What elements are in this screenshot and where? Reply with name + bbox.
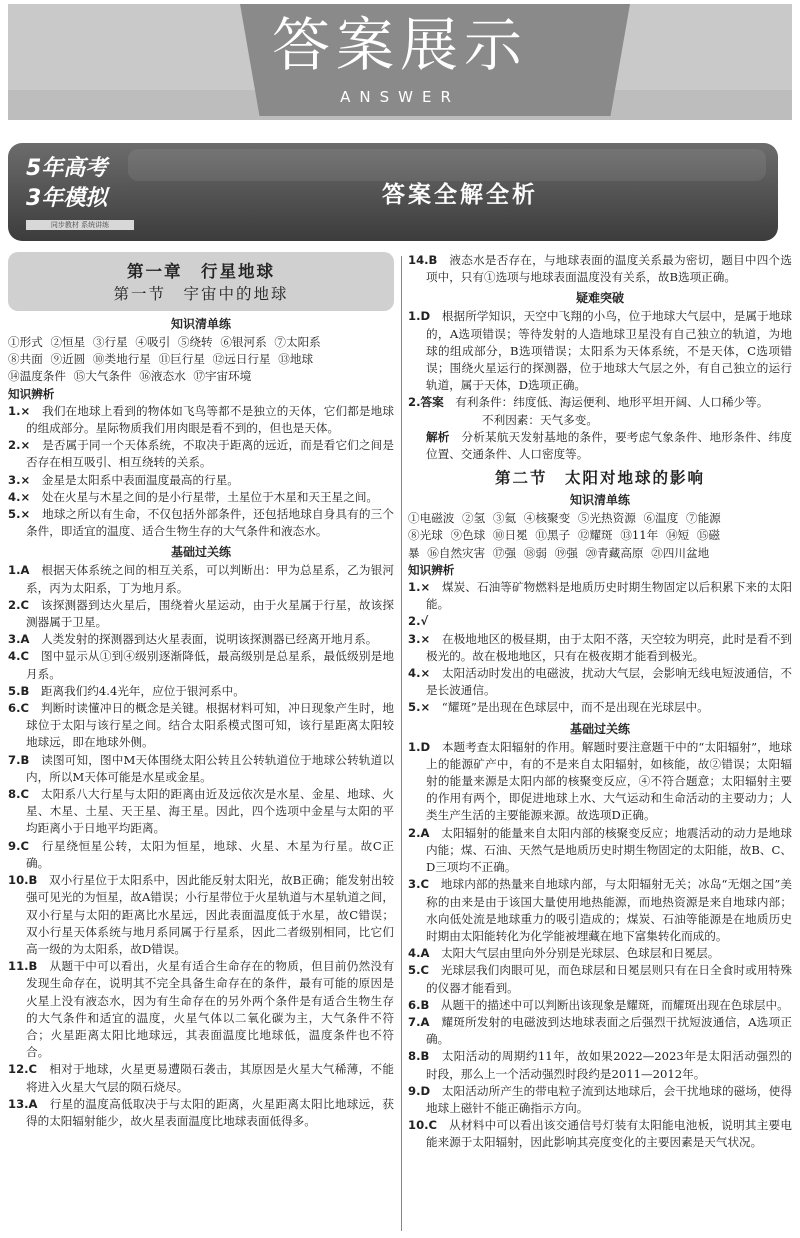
answer-text: 距离我们约4.4光年，应位于银河系中。 [40, 683, 245, 698]
answer-number: 5.C [408, 963, 429, 978]
right-column [408, 252, 792, 1152]
answer-text: 本题考查太阳辐射的作用。解题时要注意题干中的“太阳辐射”，地球上的能源矿产中，有的不是来自太阳辐射，如核能，故②错误；太阳辐射的能量来源是太阳内部的核聚变反应，④不符合题意；太阳辐射主要的作用有两个，即促进地球上水、大气运动和生命活动的主要动力；人类生产生活的主要能源来源。故选项D正确。 [426, 739, 792, 823]
answer-number: 14.B [408, 253, 438, 267]
chapter-heading-box [8, 252, 394, 311]
answer-number: 2.√ [408, 614, 429, 629]
answer-number: 10.C [408, 1118, 438, 1133]
answer-item [408, 825, 792, 877]
answer-text: 人类发射的探测器到达火星表面，说明该探测器已经离开地月系。 [41, 632, 378, 647]
answer-text: 地球内部的热量来自地球内部，与太阳辐射无关；冰岛“无烟之国”美称的由来是由于该国大量使用地热能源，而地热资源是来自地球内部；水向低处流是地球重力的吸引造成的；煤炭、石油等能源是在地质历史时期由太阳能转化为化学能被埋藏在地下富集转化而成的。 [426, 877, 792, 943]
answer-text: 太阳系八大行星与太阳的距离由近及远依次是水星、金星、地球、火星、木星、土星、天王星、海王星。因此，四个选项中金星与太阳的平均距离小于日地平均距离。 [26, 787, 394, 836]
logo-line-1: 5年高考 [26, 156, 108, 181]
answer-text: 行星绕恒星公转，太阳为恒星，地球、火星、木星为行星。故C正确。 [26, 838, 394, 870]
answer-text: 我们在地球上看到的物体如飞鸟等都不是独立的天体，它们都是地球的组成部分。星际物质我们用肉眼是看不到的，但也是天体。 [26, 403, 394, 436]
answer-text: 太阳辐射的能量来自太阳内部的核聚变反应；地震活动的动力是地球内能；煤、石油、天然气是地质历史时期生物固定的太阳能，故B、C、D三项均不正确。 [426, 825, 792, 875]
answer-number: 4.× [408, 666, 431, 681]
logo-footer: 同步教材 系统讲练 [26, 220, 134, 230]
banner-subtitle: ANSWER [340, 88, 460, 106]
knowledge-heading: 知识清单练 [569, 493, 630, 508]
answer-number: 6.C [8, 701, 29, 716]
answer-number: 2.答案 [408, 395, 444, 410]
top-banner [8, 4, 792, 120]
answer-item [8, 403, 394, 437]
answer-number: 4.× [8, 489, 31, 504]
bianxi-heading: 知识辨析 [8, 386, 55, 401]
answer-text: 图中显示从①到④级别逐渐降低，最高级别是总星系，最低级别是地月系。 [26, 649, 394, 681]
answer-text: 判断时读懂冲日的概念是关键。根据材料可知，冲日现象产生时，地球位于太阳与该行星之间。结合太阳系模式图可知，该行星距离太阳较地球远，即在地球外侧。 [26, 701, 394, 750]
answer-number: 2.× [8, 438, 31, 453]
answer-number: 13.A [8, 1096, 38, 1111]
answer-item [408, 1117, 792, 1151]
jichu-list [8, 562, 394, 1130]
answer-section-title: 答案全解全析 [382, 182, 538, 208]
answer-item [408, 699, 792, 716]
yinan-heading: 疑难突破 [575, 291, 624, 306]
answer-item [8, 958, 394, 1061]
analysis-text: 分析某航天发射基地的条件，要考虑气象条件、地形条件、纬度位置、交通条件、人口密度等。 [426, 429, 792, 462]
terms-line: ①形式 ②恒星 ③行星 ④吸引 ⑤绕转 ⑥银河系 ⑦太阳系 [8, 335, 321, 349]
answer-number: 5.B [8, 683, 30, 698]
answer-number: 2.A [408, 825, 430, 840]
answer-number: 1.× [8, 403, 31, 418]
answer-item [408, 665, 792, 699]
answer-item [408, 945, 792, 962]
answer-text: 太阳活动所产生的带电粒子流到达地球后，会干扰地球的磁场，使得地球上磁针不能正确指示方向。 [426, 1083, 792, 1115]
answer-item [408, 739, 792, 825]
answer-number: 7.A [408, 1014, 430, 1029]
answer-item [408, 997, 792, 1014]
answer-item [8, 700, 394, 752]
answer-item [8, 472, 394, 489]
answer-item [408, 1014, 792, 1048]
analysis-label: 解析 [426, 429, 450, 444]
answer-number: 1.× [408, 580, 431, 595]
answer-text: 太阳大气层由里向外分别是光球层、色球层和日冕层。 [441, 946, 720, 961]
answer-number: 12.C [8, 1062, 38, 1077]
terms-line: 暴 ⑯自然灾害 ⑰强 ⑱弱 ⑲强 ⑳青藏高原 ㉑四川盆地 [408, 545, 710, 560]
answer-text: 有利条件：纬度低、海运便利、地形平坦开阔、人口稀少等。 [455, 395, 769, 410]
answer-text: 处在火星与木星之间的是小行星带，土星位于木星和天王星之间。 [41, 489, 379, 504]
answer-number: 3.A [8, 632, 30, 647]
answer-item [8, 752, 394, 786]
answer-text: 从题干中可以看出，火星有适合生命存在的物质，但目前仍然没有发现生命存在，说明其不完全具备生命存在的条件，最有可能的原因是火星上没有液态水，因为有生命存在的另外两个条件是有适合生物生存的大气条件和适宜的温度，火星气体以二氧化碳为主，大气条件不符合；火星距离太阳比地球远，其表面温度比地球低，温度条件也不符合。 [26, 959, 394, 1060]
jichu-heading: 基础过关练 [170, 545, 231, 560]
answer-number: 3.× [8, 472, 31, 487]
answer-number: 6.B [408, 997, 430, 1012]
answer-text: 从材料中可以看出该交通信号灯装有太阳能电池板，说明其主要电能来源于太阳辐射，因此影响其亮度变化的主要因素是天气状况。 [426, 1118, 792, 1150]
answer-item [8, 562, 394, 596]
terms-line: ⑧共面 ⑨近圆 ⑩类地行星 ⑪巨行星 ⑫远日行星 ⑬地球 [8, 352, 314, 367]
answer-text: 地球之所以有生命，不仅包括外部条件，还包括地球自身具有的三个条件，即适宜的温度、适合生物生存的大气条件和液态水。 [26, 507, 394, 539]
answer-number: 3.C [408, 877, 429, 892]
answer-item [408, 631, 792, 665]
bianxi-list [8, 403, 394, 541]
answer-number: 7.B [8, 752, 30, 767]
answer-number: 8.C [8, 787, 29, 802]
answer-item [8, 683, 394, 700]
answer-text: 行星的温度高低取决于与太阳的距离，火星距离太阳比地球远，获得的太阳辐射能少，故火星表面温度比地球表面低得多。 [26, 1096, 394, 1128]
answer-item [408, 962, 792, 996]
terms-line: ⑭温度条件 ⑮大气条件 ⑯液态水 ⑰宇宙环境 [8, 369, 252, 384]
answer-item [8, 1096, 394, 1130]
answer-text: 双小行星位于太阳系中，因此能反射太阳光，故B正确；能发射出较强可见光的为恒星，故A错误；小行星带位于火星轨道与木星轨道之间，双小行星与太阳的距离比水星远，因此表面温度低于水星，故C错误；双小行星天体系统与地月系同属于行星系，因此二者级别相同，比它们高一级的为太阳系，故D错误。 [26, 873, 394, 956]
answer-text: 光球层我们肉眼可见，而色球层和日冕层则只有在日全食时或用特殊的仪器才能看到。 [426, 963, 792, 995]
knowledge-heading: 知识清单练 [170, 317, 231, 331]
answer-text: 相对于地球，火星更易遭陨石袭击，其原因是火星大气稀薄，不能将进入火星大气层的陨石烧尽。 [26, 1062, 394, 1094]
bianxi-heading: 知识辨析 [408, 562, 455, 577]
jichu-list [408, 739, 792, 1152]
answer-number: 3.× [408, 631, 431, 646]
banner-title: 答案展示 [271, 11, 528, 79]
answer-item [408, 1083, 792, 1117]
answer-item [408, 579, 792, 613]
answer-item [408, 876, 792, 945]
answer-item [408, 1048, 792, 1082]
answer-number: 4.C [8, 649, 29, 664]
answer-text: 耀斑所发射的电磁波到达地球表面之后强烈干扰短波通信，A选项正确。 [426, 1014, 792, 1047]
answer-text: “耀斑”是出现在色球层中，而不是出现在光球层中。 [441, 700, 709, 715]
answer-number: 5.× [408, 700, 431, 715]
answer-text: 金星是太阳系中表面温度最高的行星。 [41, 472, 239, 487]
answer-text: 是否属于同一个天体系统，不取决于距离的远近，而是看它们之间是否存在相互吸引、相互绕转的关系。 [26, 438, 394, 470]
column-divider [401, 256, 402, 1231]
answer-item [408, 394, 792, 411]
logo-line-2: 3年模拟 [26, 186, 108, 211]
answer-item [8, 648, 394, 682]
answer-number: 5.× [8, 507, 31, 522]
answer-text: 煤炭、石油等矿物燃料是地质历史时期生物固定以后积累下来的太阳能。 [426, 580, 792, 612]
answer-item [408, 613, 792, 630]
answer-text: 该探测器到达火星后，围绕着火星运动，由于火星属于行星，故该探测器属于卫星。 [26, 597, 394, 630]
answer-number: 8.B [408, 1049, 430, 1064]
jichu-heading: 基础过关练 [569, 721, 630, 736]
answer-number: 9.D [408, 1083, 431, 1098]
answer-item [8, 872, 394, 958]
answer-item [408, 252, 792, 286]
answer-number: 1.D [408, 309, 431, 324]
answer-continuation: 不利因素：天气多变。 [482, 412, 598, 427]
answer-item [408, 308, 792, 394]
terms-line: ⑧光球 ⑨色球 ⑩日冕 ⑪黑子 ⑫耀斑 ⑬11年 ⑭短 ⑮磁 [408, 528, 721, 543]
answer-text: 太阳活动时发出的电磁波，扰动大气层，会影响无线电短波通信，不是长波通信。 [426, 666, 792, 698]
bianxi-list [408, 579, 792, 717]
answer-text: 在极地地区的极昼期，由于太阳不落，天空较为明亮，此时是看不到极光的。故在极地地区，只有在极夜期才能看到极光。 [426, 631, 792, 663]
answer-text: 液态水是否存在，与地球表面的温度关系最为密切，题目中四个选项中，只有①选项与地球表面温度没有关系，故B选项正确。 [426, 253, 792, 285]
answer-number: 9.C [8, 838, 29, 853]
answer-number: 11.B [8, 959, 38, 974]
answer-text: 太阳活动的周期约11年，故如果2022—2023年是太阳活动强烈的时段，那么上一个活动强烈时段约是2011—2012年。 [426, 1049, 792, 1081]
answer-item [8, 437, 394, 471]
answer-item [8, 786, 394, 838]
answer-item [8, 489, 394, 506]
answer-item [8, 597, 394, 631]
answer-number: 4.A [408, 946, 430, 961]
answer-text: 从题干的描述中可以判断出该现象是耀斑，而耀斑出现在色球层中。 [440, 997, 789, 1012]
answer-item [8, 838, 394, 872]
left-column [8, 252, 394, 1130]
terms-line: ①电磁波 ②氢 ③氦 ④核聚变 ⑤光热资源 ⑥温度 ⑦能源 [408, 511, 721, 526]
answer-text: 根据天体系统之间的相互关系，可以判断出：甲为总星系，乙为银河系，丙为太阳系，丁为地月系。 [26, 563, 394, 595]
answer-number: 10.B [8, 873, 38, 888]
analysis-item [408, 429, 792, 463]
answer-number: 2.C [8, 597, 29, 612]
answer-item [8, 1061, 394, 1095]
section-title: 第二节 太阳对地球的影响 [494, 468, 705, 488]
answer-item [8, 506, 394, 540]
answer-item [8, 631, 394, 648]
answer-number: 1.A [8, 563, 30, 578]
chapter-title: 第一章 行星地球 [127, 262, 275, 281]
answer-text: 根据所学知识，天空中飞翔的小鸟，位于地球大气层中，是属于地球的，A选项错误；等待发射的人造地球卫星没有自己独立的轨道，为地球的组成部分，B选项错误；太阳系为天体系统，不是天体，C选项错误；围绕火星运行的探测器，位于地球大气层之外，有自己独立的运行轨道，属于天体，D选项正确。 [426, 309, 792, 393]
answer-number: 1.D [408, 739, 431, 754]
section-title: 第一节 宇宙中的地球 [113, 285, 289, 303]
answer-text: 读图可知，图中M天体围绕太阳公转且公转轨道位于地球公转轨道以内，所以M天体可能是水星或金星。 [26, 752, 394, 784]
